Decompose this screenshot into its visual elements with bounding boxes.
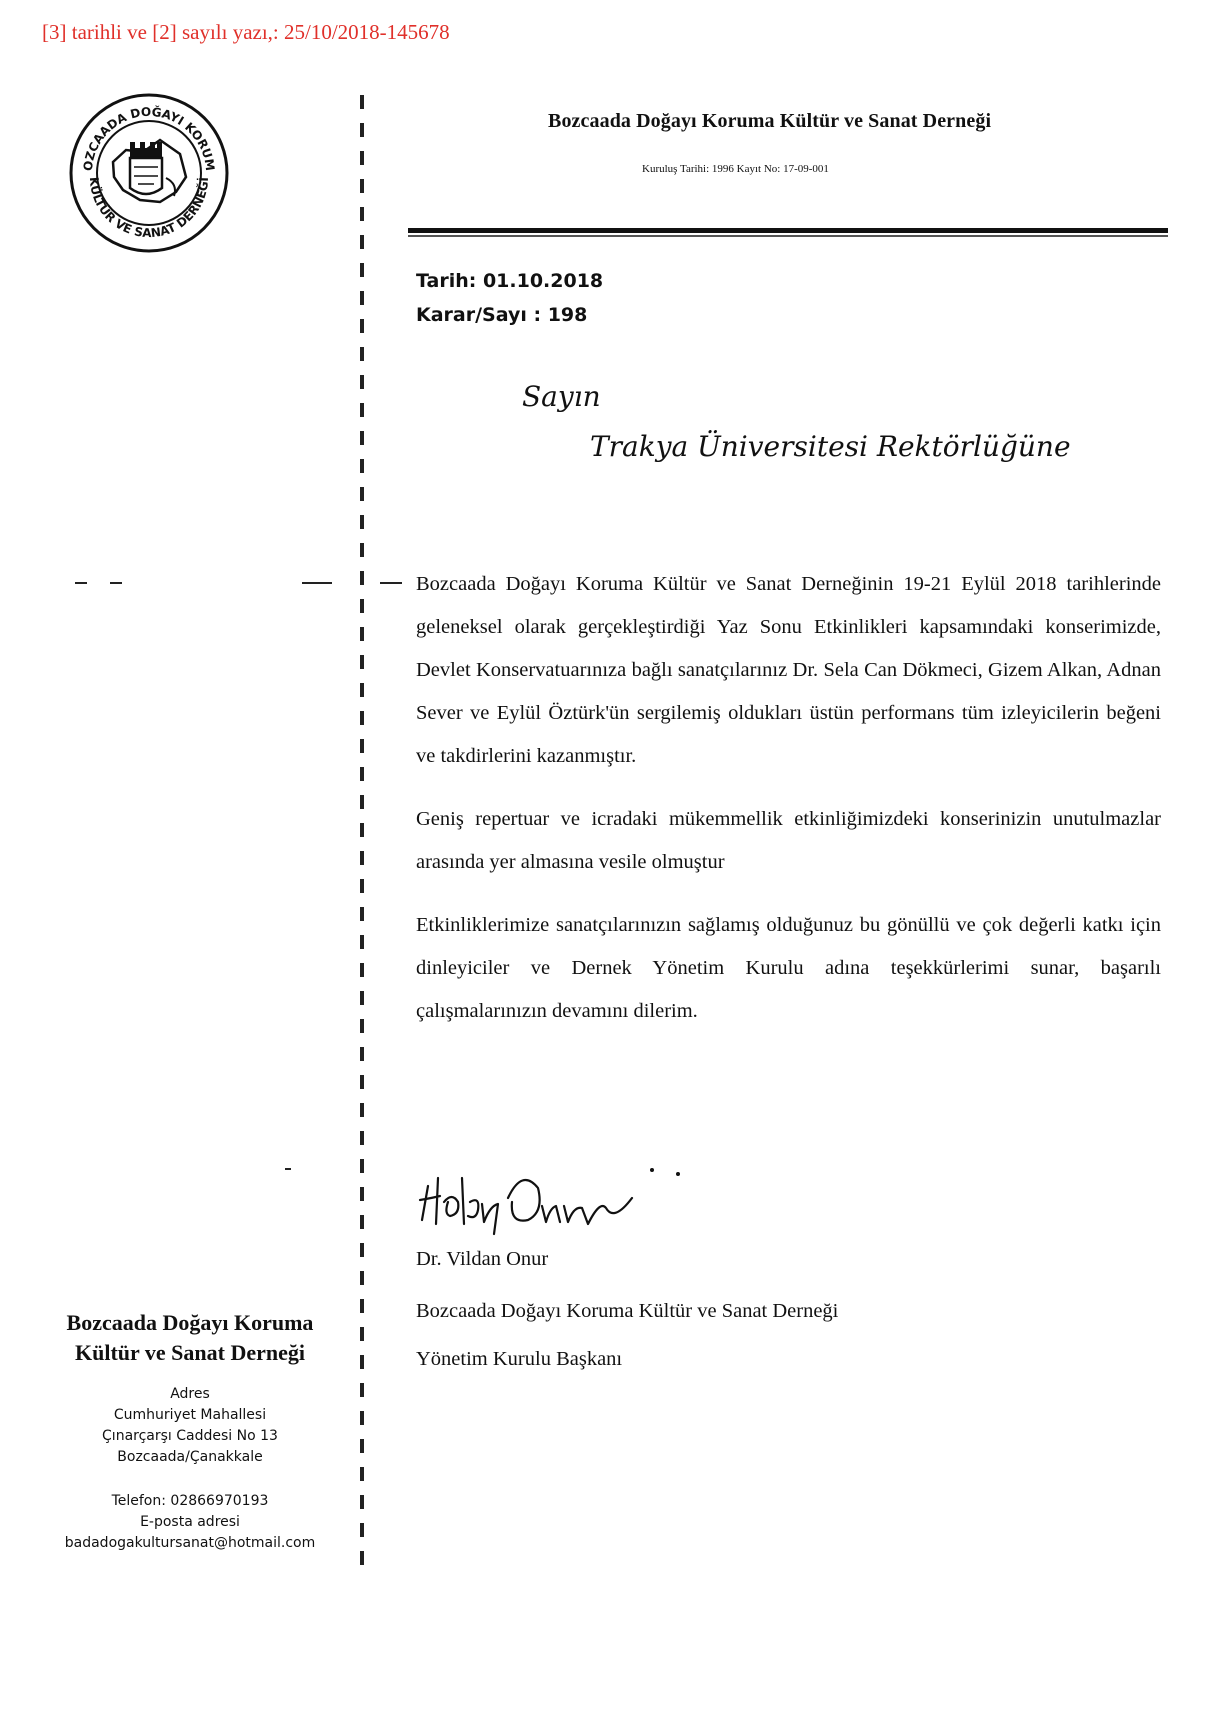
letterhead-rule-thin [408, 235, 1168, 237]
svg-text:KÜLTÜR VE SANAT DERNEĞİ [87, 177, 211, 241]
seal-text-bottom: KÜLTÜR VE SANAT DERNEĞİ [86, 176, 212, 241]
phone-number: Telefon: 02866970193 [111, 1493, 269, 1509]
fold-mark [285, 1168, 291, 1170]
svg-text:BOZCAADA DOĞAYI KORUMA [68, 92, 217, 172]
signatory-organization: Bozcaada Doğayı Koruma Kültür ve Sanat Derneği [416, 1300, 839, 1322]
address-line-1: Cumhuriyet Mahallesi [113, 1407, 267, 1423]
letterhead-subtitle: Kuruluş Tarihi: 1996 Kayıt No: 17-09-001 [642, 163, 829, 175]
email-address: badadogakultursanat@hotmail.com [64, 1535, 316, 1551]
handwritten-signature [410, 1158, 690, 1238]
fold-mark [75, 582, 87, 584]
seal-text-top: OZCAADA DOĞAYI KORUM [80, 104, 218, 172]
signatory-name: Dr. Vildan Onur [416, 1248, 549, 1270]
address-line-3: Bozcaada/Çanakkale [117, 1449, 263, 1465]
letterhead-rule [408, 228, 1168, 233]
address-label: Adres [170, 1386, 210, 1402]
email-label: E-posta adresi [140, 1514, 240, 1530]
vertical-divider [360, 95, 364, 1565]
sidebar-address [40, 1384, 340, 1468]
letter-body [416, 563, 1161, 1033]
association-seal [68, 92, 230, 254]
address-line-2: Çınarçarşı Caddesi No 13 [102, 1428, 278, 1444]
fold-mark [110, 582, 122, 584]
reference-line: [3] tarihli ve [2] sayılı yazı,: 25/10/2018-145678 [42, 20, 450, 44]
letterhead-title: Bozcaada Doğayı Koruma Kültür ve Sanat Derneği [548, 110, 992, 132]
sidebar-title-line-1: Bozcaada Doğayı Koruma [66, 1310, 314, 1335]
body-paragraph-3: Etkinliklerimize sanatçılarınızın sağlamış olduğunuz bu gönüllü ve çok değerli katkı için dinleyiciler ve Dernek Yönetim Kurulu adına teşekkürlerimi sunar, başarılı çalışmalarınızın devamını dilerim. [416, 914, 1161, 1022]
body-paragraph-1: Bozcaada Doğayı Koruma Kültür ve Sanat Derneğinin 19-21 Eylül 2018 tarihlerinde geleneksel olarak gerçekleştirdiği Yaz Sonu Etkinlikleri kapsamındaki konserimizde, Devlet Konservatuarınıza bağlı sanatçılarınız Dr. Sela Can Dökmeci, Gizem Alkan, Adnan Sever ve Eylül Öztürk'ün sergilemiş oldukları üstün performans tüm izleyicilerin beğeni ve takdirlerini kazanmıştır. [416, 573, 1161, 767]
sidebar-organization-name [40, 1308, 340, 1368]
letter-date: Tarih: 01.10.2018 [416, 270, 604, 292]
salutation-line-1: Sayın [522, 380, 601, 413]
fold-mark [302, 582, 332, 584]
signatory-role: Yönetim Kurulu Başkanı [416, 1348, 623, 1370]
body-paragraph-2: Geniş repertuar ve icradaki mükemmellik etkinliğimizdeki konserinizin unutulmazlar arasında yer almasına vesile olmuştur [416, 808, 1161, 873]
letter-number: Karar/Sayı : 198 [416, 304, 588, 326]
sidebar-title-line-2: Kültür ve Sanat Derneği [75, 1340, 305, 1365]
fold-mark [380, 582, 402, 584]
sidebar-contact [40, 1491, 340, 1554]
salutation-line-2: Trakya Üniversitesi Rektörlüğüne [590, 430, 1071, 463]
